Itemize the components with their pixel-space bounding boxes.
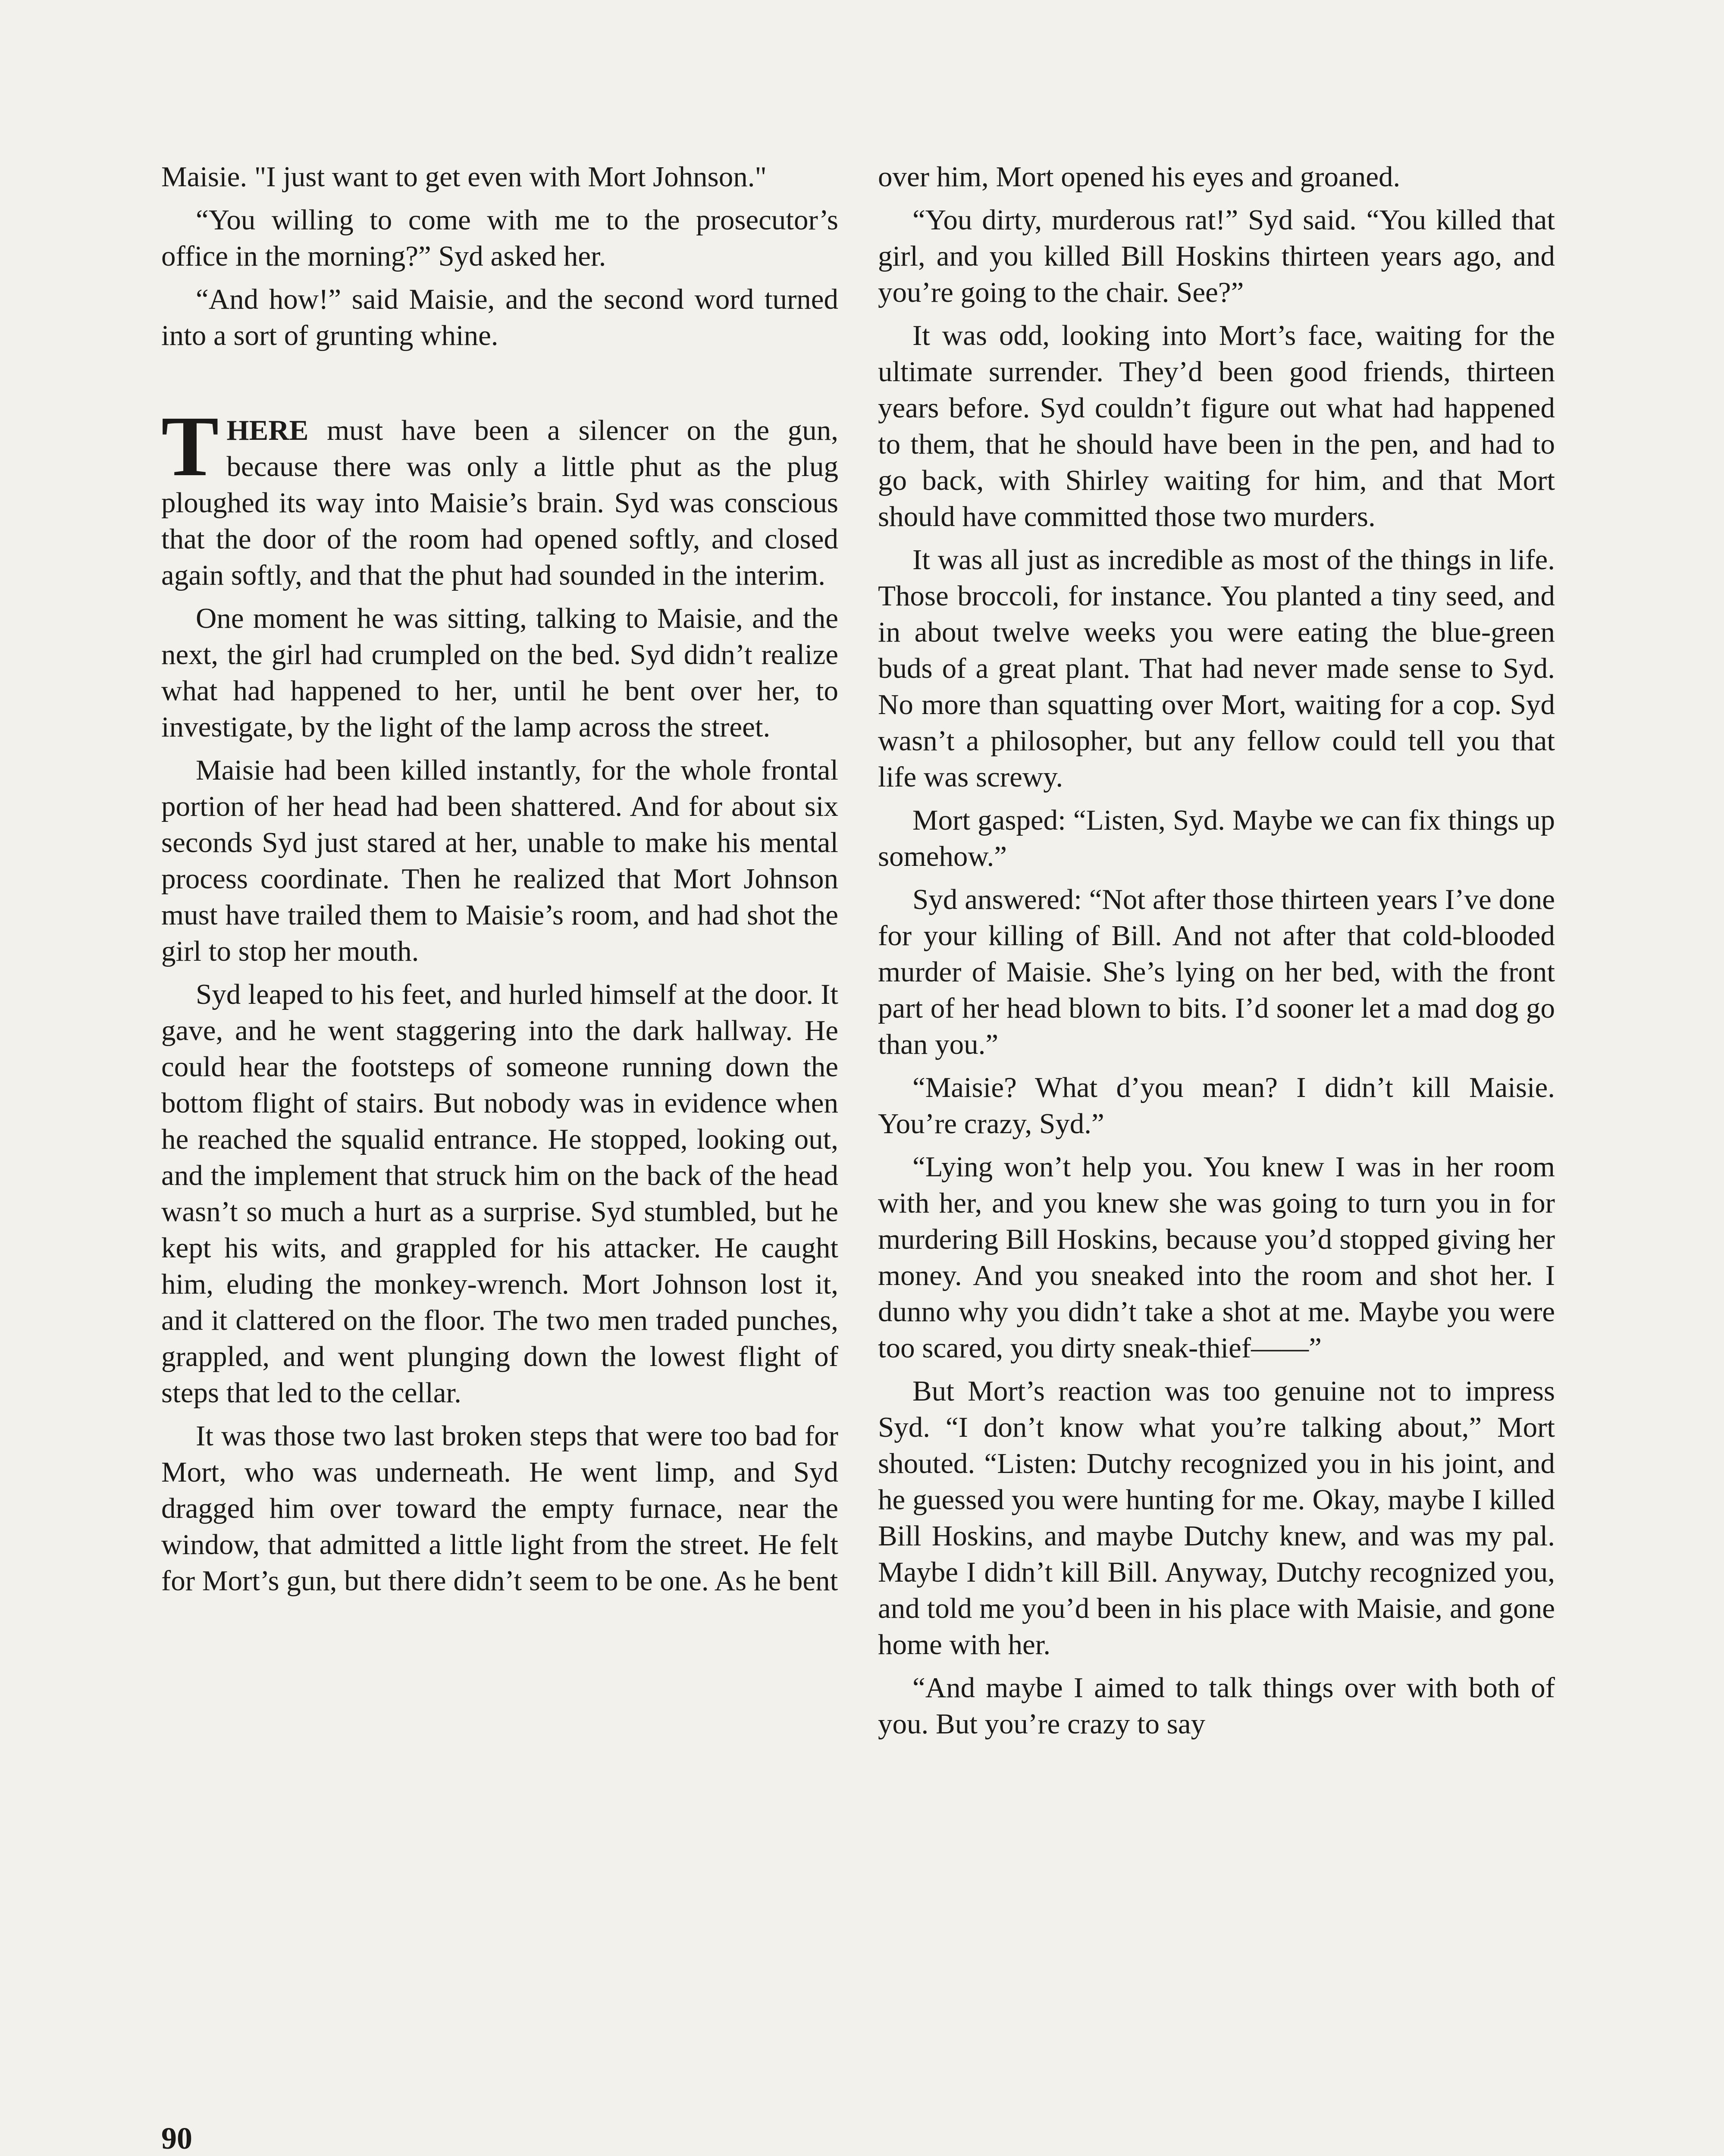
paragraph: “You dirty, murderous rat!” Syd said. “You killed that girl, and you killed Bill Hoskins thirteen years ago, and you’re going to the chair. See?” [878,204,1555,308]
paragraph: Maisie had been killed instantly, for the whole frontal portion of her head had been shattered. And for about six seconds Syd just stared at her, unable to make his mental process coordinate. Then he realized that Mort Johnson must have trailed them to Maisie’s room, and had shot the girl to stop her mouth. [161,754,838,967]
right-column [878,159,1555,1749]
paragraph: “You willing to come with me to the prosecutor’s office in the morning?” Syd asked her. [161,204,838,272]
page-number: 90 [161,2121,192,2156]
paragraph: Maisie. "I just want to get even with Mort Johnson." [161,161,767,193]
paragraph: It was all just as incredible as most of the things in life. Those broccoli, for instance. You planted a tiny seed, and in about twelve weeks you were eating the blue-green buds of a great plant. That had never made sense to Syd. No more than squatting over Mort, waiting for a cop. Syd wasn’t a philosopher, but any fellow could tell you that life was screwy. [878,544,1555,793]
paragraph: over him, Mort opened his eyes and groaned. [878,161,1401,193]
left-column [161,159,838,1606]
paragraph: Syd answered: “Not after those thirteen years I’ve done for your killing of Bill. And not after that cold-blooded murder of Maisie. She’s lying on her bed, with the front part of her head blown to bits. I’d sooner let a mad dog go than you.” [878,884,1555,1060]
paragraph-text: must have been a silencer on the gun, because there was only a little phut as the plug ploughed its way into Maisie’s brain. Syd was conscious that the door of the room had opened softly, and closed again softly, and that the phut had sounded in the interim. [161,414,838,591]
paragraph: One moment he was sitting, talking to Maisie, and the next, the girl had crumpled on the bed. Syd didn’t realize what had happened to her, until he bent over her, to investigate, by the light of the lamp across the street. [161,602,838,743]
paragraph: Mort gasped: “Listen, Syd. Maybe we can fix things up somehow.” [878,804,1555,872]
paragraph: Syd leaped to his feet, and hurled himself at the door. It gave, and he went staggering into the dark hallway. He could hear the footsteps of someone running down the bottom flight of stairs. But nobody was in evidence when he reached the squalid entrance. He stopped, looking out, and the implement that struck him on the back of the head wasn’t so much a hurt as a surprise. Syd stumbled, but he kept his wits, and grappled for his attacker. He caught him, eluding the monkey-wrench. Mort Johnson lost it, and it clattered on the floor. The two men traded punches, grappled, and went plunging down the lowest flight of steps that led to the cellar. [161,978,838,1409]
section-opening-paragraph [161,399,838,593]
section-break [161,360,838,412]
paragraph: “And maybe I aimed to talk things over with both of you. But you’re crazy to say [878,1672,1555,1740]
paragraph: But Mort’s reaction was too genuine not to impress Syd. “I don’t know what you’re talking about,” Mort shouted. “Listen: Dutchy recognized you in his joint, and he guessed you were hunting for me. Okay, maybe I killed Bill Hoskins, and maybe Dutchy knew, and was my pal. Maybe I didn’t kill Bill. Anyway, Dutchy recognized you, and told me you’d been in his place with Maisie, and gone home with her. [878,1375,1555,1661]
paragraph: “Maisie? What d’you mean? I didn’t kill Maisie. You’re crazy, Syd.” [878,1072,1555,1140]
drop-cap: T [161,399,219,494]
paragraph: “Lying won’t help you. You knew I was in her room with her, and you knew she was going to turn you in for murdering Bill Hoskins, because you’d stopped giving her money. And you sneaked into the room and shot her. I dunno why you didn’t take a shot at me. Maybe you were too scared, you dirty sneak-thief——” [878,1151,1555,1364]
paragraph: “And how!” said Maisie, and the second word turned into a sort of grunting whine. [161,283,838,351]
paragraph: It was those two last broken steps that were too bad for Mort, who was underneath. He went limp, and Syd dragged him over toward the empty furnace, near the window, that admitted a little light from the street. He felt for Mort’s gun, but there didn’t seem to be one. As he bent [161,1420,838,1597]
paragraph: It was odd, looking into Mort’s face, waiting for the ultimate surrender. They’d been good friends, thirteen years before. Syd couldn’t figure out what had happened to them, that he should have been in the pen, and had to go back, with Shirley waiting for him, and that Mort should have committed those two murders. [878,320,1555,533]
lead-in-small-caps: HERE [226,414,309,446]
